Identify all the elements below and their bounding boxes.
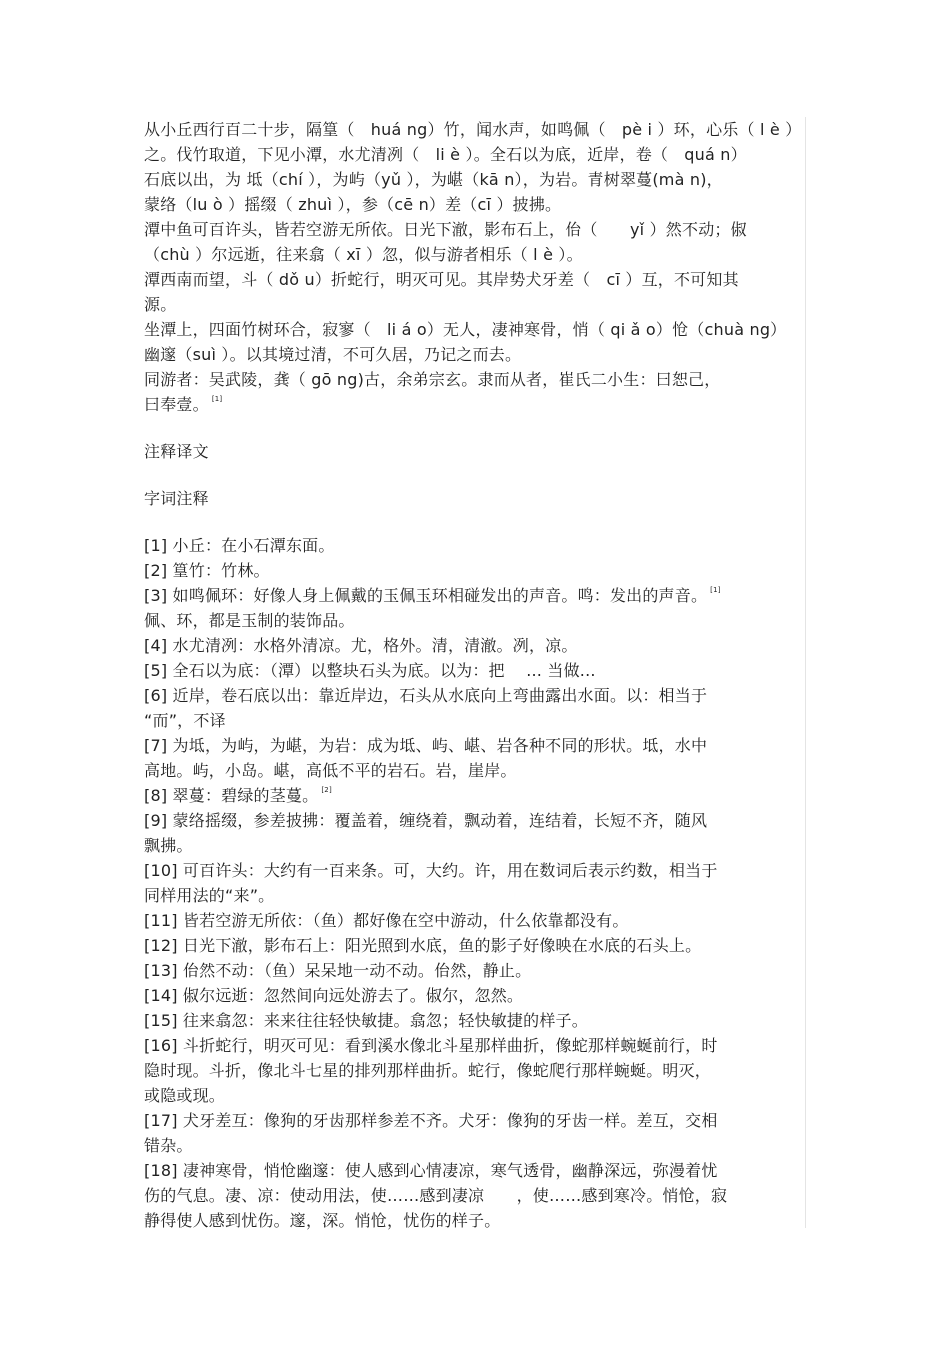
passage-line: 同游者：吴武陵，龚（ gō ng)古，余弟宗玄。隶而从者，崔氏二小生：曰恕己， (144, 370, 721, 389)
passage-line: （chù ）尔远逝，往来翕（ xī ）忽，似与游者相乐（ l è ）。 (144, 245, 583, 264)
note-line: 飘拂。 (144, 836, 193, 855)
passage-line: 之。伐竹取道，下见小潭，水尤清冽（ li è ）。全石以为底，近岸，卷（ quá n） (144, 145, 747, 164)
note-line: [4] 水尤清冽：水格外清凉。尤，格外。清，清澈。冽，凉。 (144, 636, 578, 655)
note-line: 高地。屿，小岛。嵁，高低不平的岩石。岩，崖岸。 (144, 761, 517, 780)
section-title: 注释译文 (144, 442, 209, 461)
note-line: [5] 全石以为底：（潭）以整块石头为底。以为：把 ... 当做... (144, 661, 596, 680)
footnote-ref[interactable]: [1] (211, 395, 223, 403)
note-text: [8] 翠蔓：碧绿的茎蔓。 (144, 786, 319, 805)
passage-line: 源。 (144, 295, 177, 314)
passage-line: 潭中鱼可百许头，皆若空游无所依。日光下澈，影布石上，佁（ yǐ ）然不动；俶 (144, 220, 747, 239)
note-line: [16] 斗折蛇行，明灭可见：看到溪水像北斗星那样曲折，像蛇那样蜿蜒前行，时 (144, 1036, 718, 1055)
spacer (144, 511, 805, 533)
passage-line-last (144, 392, 805, 417)
passage-line: 从小丘西行百二十步，隔篁（ huá ng）竹，闻水声，如鸣佩（ pè i ）环，心乐（ l è ） (144, 120, 802, 139)
note-line: [1] 小丘：在小石潭东面。 (144, 536, 335, 555)
note-line: 或隐或现。 (144, 1086, 226, 1105)
note-line: [18] 凄神寒骨，悄怆幽邃：使人感到心情凄凉，寒气透骨，幽静深远，弥漫着忧 (144, 1161, 718, 1180)
document-page (144, 117, 806, 1228)
passage-line: 潭西南而望，斗（ dǒ u）折蛇行，明灭可见。其岸势犬牙差（ cī ）互，不可知其 (144, 270, 739, 289)
note-line: [13] 佁然不动：（鱼）呆呆地一动不动。佁然，静止。 (144, 961, 532, 980)
note-line: [14] 俶尔远逝：忽然间向远处游去了。俶尔，忽然。 (144, 986, 524, 1005)
passage-line: 蒙络（lu ò ）摇缀（ zhuì ），参（cē n）差（cī ）披拂。 (144, 195, 562, 214)
note-line: [12] 日光下澈，影布石上：阳光照到水底，鱼的影子好像映在水底的石头上。 (144, 936, 702, 955)
note-line: [7] 为坻，为屿，为嵁，为岩：成为坻、屿、嵁、岩各种不同的形状。坻，水中 (144, 736, 708, 755)
footnote-ref[interactable]: [1] (710, 586, 721, 594)
note-line (144, 583, 805, 608)
note-line: 同样用法的“来”。 (144, 886, 275, 905)
note-line: 隐时现。斗折，像北斗七星的排列那样曲折。蛇行，像蛇爬行那样蜿蜒。明灭， (144, 1061, 712, 1080)
passage-line: 石底以出，为 坻（chí ），为屿（yǔ ），为嵁（kā n），为岩。青树翠蔓(mà n)， (144, 170, 723, 189)
notes-list (144, 533, 805, 1233)
note-line: [6] 近岸，卷石底以出：靠近岸边，石头从水底向上弯曲露出水面。以：相当于 (144, 686, 708, 705)
note-line: [2] 篁竹：竹林。 (144, 561, 270, 580)
note-line: [15] 往来翕忽：来来往往轻快敏捷。翕忽；轻快敏捷的样子。 (144, 1011, 588, 1030)
passage-line: 幽邃（suì ）。以其境过清，不可久居，乃记之而去。 (144, 345, 522, 364)
note-text: [3] 如鸣佩环：好像人身上佩戴的玉佩玉环相碰发出的声音。鸣：发出的声音。 (144, 586, 708, 605)
note-line (144, 783, 805, 808)
passage-line: 坐潭上，四面竹树环合，寂寥（ li á o）无人，凄神寒骨，悄（ qi ǎ o）怆（chuà ng） (144, 320, 787, 339)
note-line: “而”，不译 (144, 711, 226, 730)
note-line: 错杂。 (144, 1136, 193, 1155)
note-line: [10] 可百许头：大约有一百来条。可，大约。许，用在数词后表示约数，相当于 (144, 861, 718, 880)
note-line: 静得使人感到忧伤。邃，深。悄怆，忧伤的样子。 (144, 1211, 501, 1230)
note-line: [11] 皆若空游无所依：（鱼）都好像在空中游动，什么依靠都没有。 (144, 911, 629, 930)
subsection-title: 字词注释 (144, 489, 209, 508)
passage-text: 曰奉壹。 (144, 395, 209, 414)
spacer (144, 417, 805, 439)
note-line: 佩、环，都是玉制的装饰品。 (144, 611, 355, 630)
note-line: [17] 犬牙差互：像狗的牙齿那样参差不齐。犬牙：像狗的牙齿一样。差互，交相 (144, 1111, 718, 1130)
footnote-ref[interactable]: [2] (321, 786, 332, 794)
note-line: 伤的气息。凄、凉：使动用法，使……感到凄凉 ，使……感到寒冷。悄怆，寂 (144, 1186, 728, 1205)
note-line: [9] 蒙络摇缀，参差披拂：覆盖着，缠绕着，飘动着，连结着，长短不齐，随风 (144, 811, 708, 830)
spacer (144, 464, 805, 486)
passage (144, 117, 805, 417)
